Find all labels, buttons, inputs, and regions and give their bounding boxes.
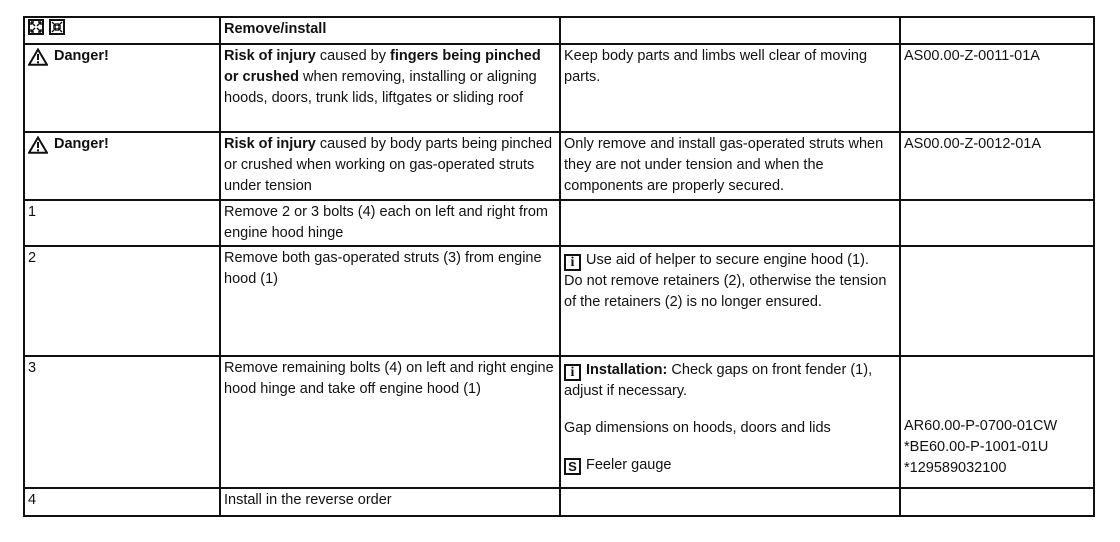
step-row: [24, 488, 1094, 516]
step-text: Remove remaining bolts (4) on left and right engine hood hinge and take off engine hood (1): [220, 356, 560, 488]
danger-label: Danger!: [54, 136, 109, 152]
procedure-table: [23, 16, 1095, 517]
step-ref-cell: [900, 488, 1094, 516]
reference-link[interactable]: *129589032100: [904, 460, 1007, 476]
step-note-cell: [560, 356, 900, 488]
step-note: Use aid of helper to secure engine hood (1).: [586, 252, 869, 268]
step-ref-cell: [900, 246, 1094, 356]
danger-description: Risk of injury caused by fingers being pinched or crushed when removing, installing or aligning hoods, doors, trunk lids, liftgates or sliding roof: [220, 44, 560, 132]
step-row: [24, 246, 1094, 356]
header-title: Remove/install: [220, 17, 560, 44]
step-note-cell: [560, 200, 900, 246]
step-row: [24, 356, 1094, 488]
step-note-cell: [560, 488, 900, 516]
danger-reference-link[interactable]: AS00.00-Z-0012-01A: [900, 132, 1094, 200]
tool-icon: S: [564, 458, 581, 475]
step-text: Remove 2 or 3 bolts (4) each on left and right from engine hood hinge: [220, 200, 560, 246]
expand-icon[interactable]: [28, 19, 44, 35]
warning-icon: [28, 136, 48, 154]
danger-measure: Only remove and install gas-operated struts when they are not under tension and when the components are properly secured.: [560, 132, 900, 200]
danger-label-cell: [24, 132, 220, 200]
reference-link[interactable]: AR60.00-P-0700-01CW: [904, 418, 1058, 434]
step-number: 2: [24, 246, 220, 356]
step-note-secondary: Do not remove retainers (2), otherwise the tension of the retainers (2) is no longer ensured.: [564, 273, 887, 310]
danger-label: Danger!: [54, 48, 109, 64]
danger-reference-link[interactable]: AS00.00-Z-0011-01A: [900, 44, 1094, 132]
step-ref-cell: [900, 200, 1094, 246]
warning-icon: [28, 48, 48, 66]
step-number: 4: [24, 488, 220, 516]
danger-row: [24, 132, 1094, 200]
step-text: Remove both gas-operated struts (3) from engine hood (1): [220, 246, 560, 356]
step-note: Check gaps on front fender (1), adjust if necessary.: [564, 362, 873, 399]
installation-label: Installation:: [586, 362, 668, 378]
info-icon: i: [564, 364, 581, 381]
danger-description: Risk of injury caused by body parts being pinched or crushed when working on gas-operated struts under tension: [220, 132, 560, 200]
header-empty-cell: [560, 17, 900, 44]
header-empty-cell: [900, 17, 1094, 44]
danger-row: [24, 44, 1094, 132]
info-icon: i: [564, 254, 581, 271]
step-ref-cell: [900, 356, 1094, 488]
feeler-gauge-link[interactable]: Feeler gauge: [586, 457, 672, 473]
header-row: [24, 17, 1094, 44]
step-note-cell: [560, 246, 900, 356]
collapse-icon[interactable]: [49, 19, 65, 35]
danger-label-cell: [24, 44, 220, 132]
step-number: 1: [24, 200, 220, 246]
header-icons-cell: [24, 17, 220, 44]
gap-dimensions-link[interactable]: Gap dimensions on hoods, doors and lids: [564, 420, 831, 436]
step-number: 3: [24, 356, 220, 488]
danger-measure: Keep body parts and limbs well clear of moving parts.: [560, 44, 900, 132]
reference-link[interactable]: *BE60.00-P-1001-01U: [904, 439, 1049, 455]
step-text: Install in the reverse order: [220, 488, 560, 516]
step-row: [24, 200, 1094, 246]
